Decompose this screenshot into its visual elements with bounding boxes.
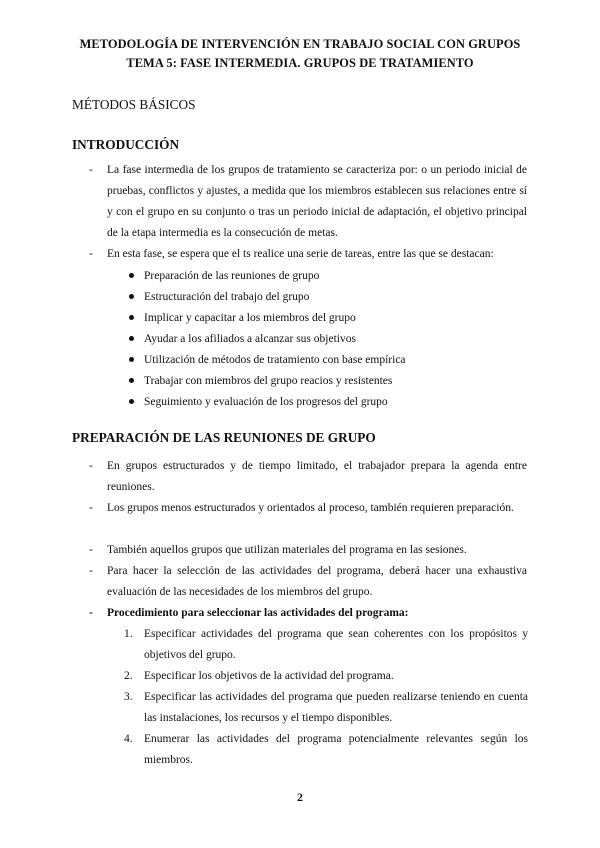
step-text: Especificar las actividades del programa que pueden realizarse teniendo en cuenta las instalaciones, los recursos y el tiempo disponibles.: [144, 691, 528, 724]
prep-paragraph-3: También aquellos grupos que utilizan materiales del programa en las sesiones.: [107, 544, 467, 556]
task-text: Implicar y capacitar a los miembros del grupo: [144, 312, 356, 324]
task-text: Trabajar con miembros del grupo reacios y resistentes: [144, 375, 393, 387]
task-text: Estructuración del trabajo del grupo: [144, 291, 310, 303]
dash-marker: -: [89, 502, 93, 514]
task-text: Utilización de métodos de tratamiento con base empírica: [144, 354, 406, 366]
procedure-title: Procedimiento para seleccionar las actividades del programa:: [107, 607, 409, 619]
prep-paragraph-1: En grupos estructurados y de tiempo limitado, el trabajador prepara la agenda entre reuniones.: [107, 460, 527, 493]
list-item: [126, 308, 406, 329]
bullet-icon: [129, 336, 134, 341]
list-item: [126, 392, 406, 413]
bullet-icon: [129, 294, 134, 299]
task-text: Preparación de las reuniones de grupo: [144, 270, 320, 282]
list-item: [124, 666, 528, 687]
page-number: 2: [297, 790, 303, 804]
document-title: METODOLOGÍA DE INTERVENCIÓN EN TRABAJO SOCIAL CON GRUPOS: [79, 37, 521, 51]
step-text: Especificar actividades del programa que sean coherentes con los propósitos y objetivos del grupo.: [144, 628, 528, 661]
dash-marker: -: [89, 607, 93, 619]
task-text: Seguimiento y evaluación de los progresos del grupo: [144, 396, 388, 408]
bullet-icon: [129, 399, 134, 404]
dash-marker: -: [89, 460, 93, 472]
step-text: Enumerar las actividades del programa potencialmente relevantes según los miembros.: [144, 733, 528, 766]
bullet-icon: [129, 357, 134, 362]
list-item: [124, 729, 528, 771]
task-text: Ayudar a los afiliados a alcanzar sus objetivos: [144, 333, 356, 345]
list-item: [124, 687, 528, 729]
dash-marker: -: [89, 544, 93, 556]
section-heading-metodos: MÉTODOS BÁSICOS: [72, 97, 196, 112]
bullet-icon: [129, 315, 134, 320]
list-item: [126, 287, 406, 308]
dash-marker: -: [89, 565, 93, 577]
prep-paragraph-4: Para hacer la selección de las actividades del programa, deberá hacer una exhaustiva evaluación de las necesidades de los miembros del grupo.: [107, 565, 527, 598]
list-item: [126, 266, 406, 287]
dash-marker: -: [89, 248, 93, 260]
list-item: [126, 329, 406, 350]
step-text: Especificar los objetivos de la actividad del programa.: [144, 670, 394, 682]
intro-paragraph-2: En esta fase, se espera que el ts realice una serie de tareas, entre las que se destacan:: [107, 248, 494, 260]
list-item: [126, 350, 406, 371]
bullet-icon: [129, 378, 134, 383]
intro-paragraph-1: La fase intermedia de los grupos de tratamiento se caracteriza por: o un periodo inicial de pruebas, conflictos y ajustes, a medida que los miembros establecen sus relaciones entre sí y con el grupo en su conjunto o tras un periodo inicial de adaptación, el objetivo principal de la etapa intermedia es la consecución de metas.: [107, 164, 527, 239]
dash-marker: -: [89, 164, 93, 176]
tasks-list: [126, 266, 406, 413]
step-number: 2.: [124, 670, 133, 682]
prep-paragraph-2: Los grupos menos estructurados y orientados al proceso, también requieren preparación.: [107, 502, 514, 514]
step-number: 4.: [124, 733, 133, 745]
section-heading-introduccion: INTRODUCCIÓN: [72, 137, 180, 152]
bullet-icon: [129, 273, 134, 278]
document-subtitle: TEMA 5: FASE INTERMEDIA. GRUPOS DE TRATAMIENTO: [126, 56, 474, 70]
step-number: 1.: [124, 628, 133, 640]
list-item: [126, 371, 406, 392]
section-heading-preparacion: PREPARACIÓN DE LAS REUNIONES DE GRUPO: [72, 430, 376, 445]
step-number: 3.: [124, 691, 133, 703]
list-item: [124, 624, 528, 666]
